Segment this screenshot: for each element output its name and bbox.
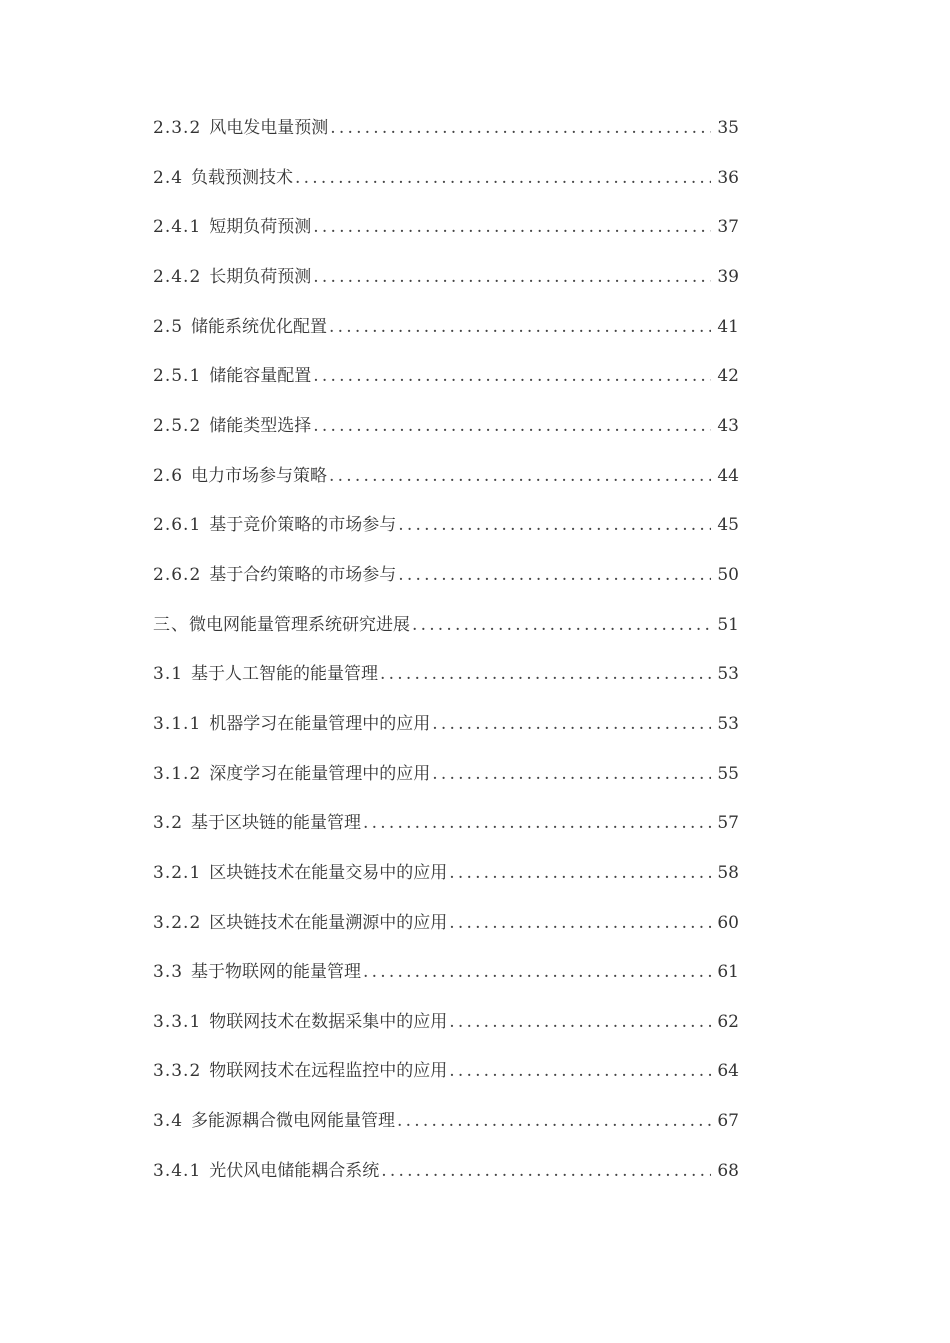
toc-entry-page: 68 <box>717 1160 739 1181</box>
dot-leader <box>380 662 711 686</box>
toc-entry-page: 58 <box>717 862 739 883</box>
toc-entry-number: 3.2.1 <box>153 862 202 883</box>
toc-entry-title: 短期负荷预测 <box>209 217 312 238</box>
toc-entry[interactable] <box>153 1109 739 1159</box>
toc-entry-number: 3.2.2 <box>153 912 202 933</box>
toc-entry-page: 37 <box>717 217 739 238</box>
toc-entry[interactable] <box>153 712 739 762</box>
toc-entry-title: 储能类型选择 <box>209 415 312 436</box>
toc-entry-title: 基于竞价策略的市场参与 <box>209 515 397 536</box>
toc-entry-title: 微电网能量管理系统研究进展 <box>189 614 410 635</box>
toc-entry[interactable] <box>153 364 739 414</box>
toc-entry-title: 负载预测技术 <box>191 167 294 188</box>
toc-entry-title: 区块链技术在能量交易中的应用 <box>209 862 448 883</box>
toc-entry-number: 3.1 <box>153 664 184 685</box>
toc-entry-title: 区块链技术在能量溯源中的应用 <box>209 912 448 933</box>
toc-entry-page: 62 <box>717 1011 739 1032</box>
toc-entry-number: 3.3.1 <box>153 1011 202 1032</box>
toc-entry-page: 35 <box>717 118 739 138</box>
toc-entry[interactable] <box>153 861 739 911</box>
toc-entry-page: 51 <box>717 614 739 635</box>
toc-entry-title: 物联网技术在远程监控中的应用 <box>209 1061 448 1082</box>
toc-entry[interactable] <box>153 960 739 1010</box>
toc-entry-title: 储能容量配置 <box>209 366 312 387</box>
toc-entry-title: 电力市场参与策略 <box>191 465 328 486</box>
toc-entry-number: 2.5.1 <box>153 366 202 387</box>
dot-leader <box>313 414 711 438</box>
toc-entry-page: 61 <box>717 962 739 983</box>
toc-entry-number: 3.3.2 <box>153 1061 202 1082</box>
toc-entry-number: 2.3.2 <box>153 118 202 138</box>
toc-entry-title: 光伏风电储能耦合系统 <box>209 1160 380 1181</box>
toc-entry-title: 基于区块链的能量管理 <box>191 813 362 834</box>
dot-leader <box>330 116 711 140</box>
toc-entry[interactable] <box>153 116 739 166</box>
toc-entry-page: 44 <box>717 465 739 486</box>
dot-leader <box>432 712 711 736</box>
toc-entry-page: 64 <box>717 1061 739 1082</box>
toc-entry-number: 2.5 <box>153 316 184 337</box>
toc-entry-number: 3.4 <box>153 1111 184 1132</box>
toc-entry-number: 2.4.2 <box>153 266 202 287</box>
toc-entry[interactable] <box>153 1159 739 1209</box>
dot-leader <box>329 315 711 339</box>
dot-leader <box>313 265 711 289</box>
toc-entry[interactable] <box>153 166 739 216</box>
toc-entry[interactable] <box>153 265 739 315</box>
toc-entry-number: 3.2 <box>153 813 184 834</box>
toc-entry-title: 多能源耦合微电网能量管理 <box>191 1111 396 1132</box>
toc-entry-number: 三、 <box>153 614 189 635</box>
toc-entry[interactable] <box>153 811 739 861</box>
toc-entry-page: 53 <box>717 713 739 734</box>
toc-entry-title: 基于合约策略的市场参与 <box>209 564 397 585</box>
dot-leader <box>398 563 711 587</box>
toc-entry-title: 机器学习在能量管理中的应用 <box>209 713 431 734</box>
dot-leader <box>449 861 711 885</box>
toc-entry[interactable] <box>153 1010 739 1060</box>
toc-entry[interactable] <box>153 662 739 712</box>
toc-entry-title: 风电发电量预测 <box>209 118 329 138</box>
toc-entry-page: 39 <box>717 266 739 287</box>
toc-entry-title: 储能系统优化配置 <box>191 316 328 337</box>
toc-entry-page: 67 <box>717 1111 739 1132</box>
toc-entry-title: 长期负荷预测 <box>209 266 312 287</box>
toc-entry-number: 2.4 <box>153 167 184 188</box>
toc-entry[interactable] <box>153 315 739 365</box>
dot-leader <box>412 613 711 637</box>
toc-entry-number: 3.1.1 <box>153 713 202 734</box>
toc-entry[interactable] <box>153 215 739 265</box>
toc-entry-page: 50 <box>717 564 739 585</box>
dot-leader <box>381 1159 711 1183</box>
dot-leader <box>397 1109 711 1133</box>
toc-entry[interactable] <box>153 911 739 961</box>
toc-entry-page: 45 <box>717 515 739 536</box>
dot-leader <box>449 911 711 935</box>
toc-entry[interactable] <box>153 762 739 812</box>
dot-leader <box>449 1010 711 1034</box>
toc-entry-number: 2.5.2 <box>153 415 202 436</box>
toc-entry-number: 2.4.1 <box>153 217 202 238</box>
toc-entry-number: 2.6 <box>153 465 184 486</box>
toc-entry-page: 42 <box>717 366 739 387</box>
toc-entry-page: 53 <box>717 664 739 685</box>
dot-leader <box>449 1059 711 1083</box>
toc-entry-page: 41 <box>717 316 739 337</box>
dot-leader <box>363 811 711 835</box>
dot-leader <box>313 215 711 239</box>
dot-leader <box>329 464 711 488</box>
toc-entry-number: 3.4.1 <box>153 1160 202 1181</box>
dot-leader <box>363 960 711 984</box>
toc-entry[interactable] <box>153 513 739 563</box>
table-of-contents <box>153 116 739 1208</box>
toc-entry[interactable] <box>153 563 739 613</box>
toc-entry[interactable] <box>153 613 739 663</box>
toc-entry-page: 57 <box>717 813 739 834</box>
toc-entry-page: 55 <box>717 763 739 784</box>
toc-entry-page: 36 <box>717 167 739 188</box>
toc-entry-number: 3.1.2 <box>153 763 202 784</box>
toc-entry-page: 60 <box>717 912 739 933</box>
toc-entry-title: 基于物联网的能量管理 <box>191 962 362 983</box>
toc-entry-title: 物联网技术在数据采集中的应用 <box>209 1011 448 1032</box>
toc-entry-title: 深度学习在能量管理中的应用 <box>209 763 431 784</box>
dot-leader <box>398 513 711 537</box>
toc-entry-number: 2.6.1 <box>153 515 202 536</box>
toc-entry-title: 基于人工智能的能量管理 <box>191 664 379 685</box>
dot-leader <box>313 364 711 388</box>
toc-entry-number: 3.3 <box>153 962 184 983</box>
toc-entry-number: 2.6.2 <box>153 564 202 585</box>
dot-leader <box>432 762 711 786</box>
toc-entry[interactable] <box>153 464 739 514</box>
toc-entry[interactable] <box>153 414 739 464</box>
toc-entry-page: 43 <box>717 415 739 436</box>
dot-leader <box>295 166 711 190</box>
toc-entry[interactable] <box>153 1059 739 1109</box>
